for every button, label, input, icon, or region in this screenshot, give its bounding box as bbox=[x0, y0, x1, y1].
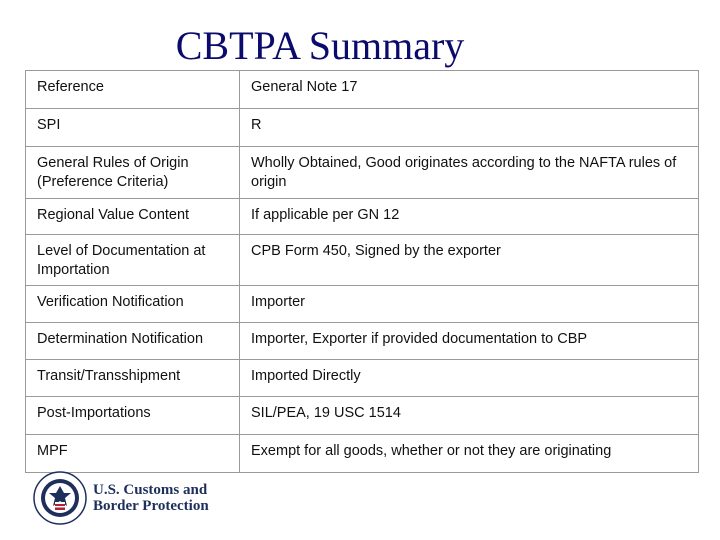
table-row bbox=[26, 199, 699, 235]
row-label: SPI bbox=[26, 109, 240, 147]
row-value: R bbox=[240, 109, 699, 147]
row-value: Importer, Exporter if provided documentation to CBP bbox=[240, 323, 699, 360]
table-row bbox=[26, 435, 699, 473]
dhs-seal-icon bbox=[33, 471, 87, 525]
row-value: Imported Directly bbox=[240, 360, 699, 397]
row-label: Determination Notification bbox=[26, 323, 240, 360]
row-label: Transit/Transshipment bbox=[26, 360, 240, 397]
table-row bbox=[26, 147, 699, 199]
summary-table bbox=[25, 70, 699, 473]
table-row bbox=[26, 109, 699, 147]
row-value: CPB Form 450, Signed by the exporter bbox=[240, 235, 699, 286]
logo-line-1: U.S. Customs and bbox=[93, 482, 208, 498]
table-row bbox=[26, 286, 699, 323]
row-label: Verification Notification bbox=[26, 286, 240, 323]
row-label: MPF bbox=[26, 435, 240, 473]
logo-line-2: Border Protection bbox=[93, 498, 209, 514]
logo-text bbox=[93, 482, 209, 514]
row-label: General Rules of Origin (Preference Criteria) bbox=[26, 147, 240, 199]
row-label: Reference bbox=[26, 71, 240, 109]
table-row bbox=[26, 71, 699, 109]
table-row bbox=[26, 397, 699, 435]
row-value: SIL/PEA, 19 USC 1514 bbox=[240, 397, 699, 435]
row-value: Exempt for all goods, whether or not they are originating bbox=[240, 435, 699, 473]
row-value: General Note 17 bbox=[240, 71, 699, 109]
table-row bbox=[26, 235, 699, 286]
row-label: Level of Documentation at Importation bbox=[26, 235, 240, 286]
table-row bbox=[26, 360, 699, 397]
row-value: Importer bbox=[240, 286, 699, 323]
page-title-text: CBTPA Summary bbox=[175, 23, 465, 68]
row-label: Post-Importations bbox=[26, 397, 240, 435]
cbp-logo bbox=[33, 470, 209, 526]
row-value: If applicable per GN 12 bbox=[240, 199, 699, 235]
page-title bbox=[0, 22, 640, 70]
row-label: Regional Value Content bbox=[26, 199, 240, 235]
table-row bbox=[26, 323, 699, 360]
row-value: Wholly Obtained, Good originates according to the NAFTA rules of origin bbox=[240, 147, 699, 199]
